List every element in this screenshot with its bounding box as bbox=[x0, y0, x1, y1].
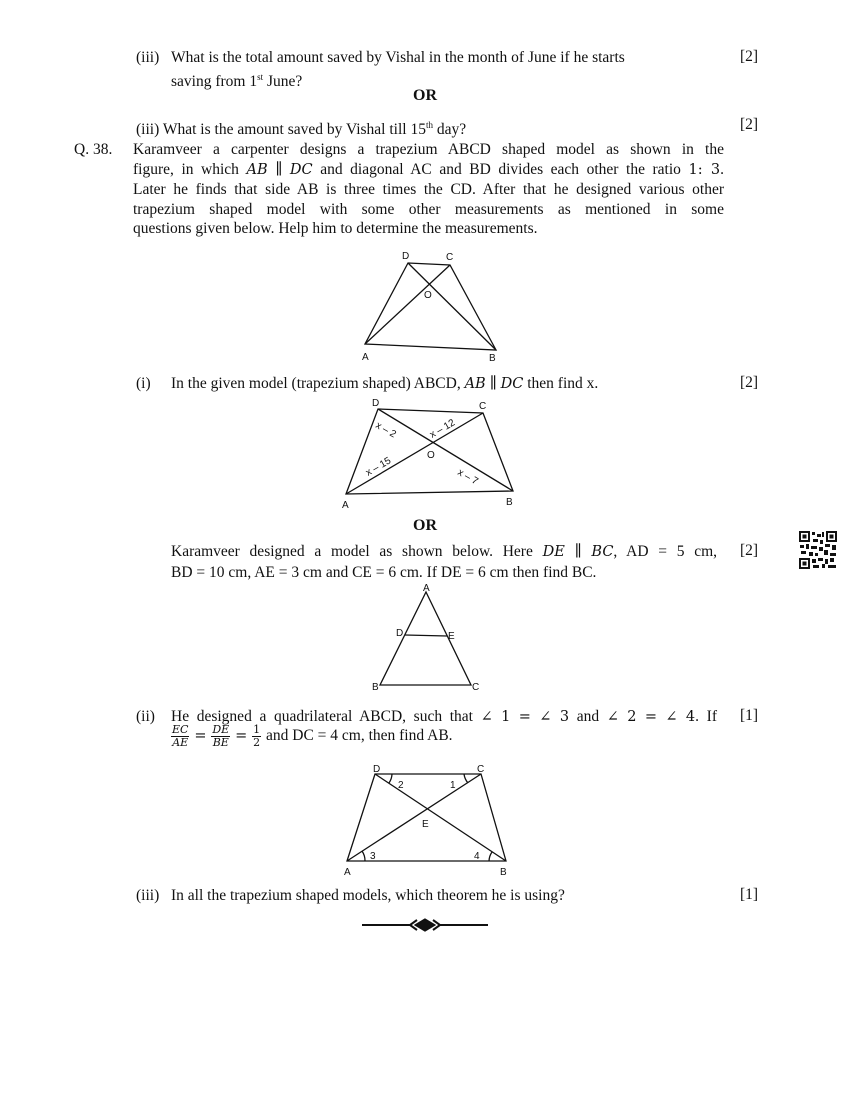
fig4-diagonal-ca bbox=[347, 774, 481, 861]
q38-part-ii-text: He designed a quadrilateral ABCD, such that ∠ 1 = ∠ 3 and ∠ 2 = ∠ 4. If bbox=[171, 708, 717, 725]
q38-part-iii-text: In all the trapezium shaped models, which theorem he is using? bbox=[171, 887, 565, 904]
fig1-trapezium-outline bbox=[365, 263, 496, 350]
q37-part-iii-marks: [2] bbox=[740, 48, 759, 65]
q38-part-i-marks: [2] bbox=[740, 374, 759, 391]
fig4-angle-3: 3 bbox=[370, 851, 376, 862]
fig1-label-c: C bbox=[446, 252, 454, 263]
fig2-label-c: C bbox=[479, 401, 487, 412]
fig4-arc-angle-3 bbox=[362, 851, 365, 861]
fraction-de-be: $\frac{DE}{BE}$ bbox=[212, 723, 230, 749]
fig3-segment-de bbox=[405, 635, 447, 636]
q38-intro: Karamveer a carpenter designs a trapezium ABCD shaped model as shown in the figure, in which AB ∥ DC and diagonal AC and BD divides each other the ratio 1: 3. Later he finds that side AB is three times the CD. After that he designed various other trapezium shaped model with some other measurements as mentioned in some questions given below. Help him to determine the measurements. bbox=[133, 141, 724, 237]
fig4-arc-angle-4 bbox=[489, 852, 492, 861]
fig4-arc-angle-1 bbox=[464, 774, 468, 783]
fig3-label-a: A bbox=[423, 583, 430, 594]
fig1-label-b: B bbox=[489, 353, 496, 364]
fig4-label-b: B bbox=[500, 867, 507, 878]
q38-part-ii-label: (ii) bbox=[136, 708, 155, 725]
fig3-label-b: B bbox=[372, 682, 379, 693]
fig4-trapezium-outline bbox=[347, 774, 506, 861]
fig4-angle-2: 2 bbox=[398, 780, 404, 791]
q37-alt-line: (iii) What is the amount saved by Vishal till 15th day? bbox=[136, 120, 467, 139]
fig4-label-e: E bbox=[422, 819, 429, 830]
q37-part-iii-line2: saving from 1st June? bbox=[171, 72, 303, 91]
fig4-arc-angle-2 bbox=[389, 774, 392, 783]
fig1-label-o: O bbox=[424, 290, 432, 301]
fig2-label-a: A bbox=[342, 500, 349, 511]
fig2-seg-ao: x – 15 bbox=[364, 455, 394, 479]
fig3-label-d: D bbox=[396, 628, 404, 639]
q38-part-i-label: (i) bbox=[136, 375, 151, 392]
fig2-label-b: B bbox=[506, 497, 513, 508]
figure-quadrilateral-angles bbox=[340, 762, 515, 880]
fig4-label-d: D bbox=[373, 764, 381, 775]
or-divider-1: OR bbox=[413, 87, 437, 104]
q38-part-iii-marks: [1] bbox=[740, 886, 759, 903]
fig3-label-c: C bbox=[472, 682, 480, 693]
fig4-angle-4: 4 bbox=[474, 851, 480, 862]
qr-code bbox=[799, 531, 837, 569]
fig4-label-c: C bbox=[477, 764, 485, 775]
fig2-seg-ob: x – 7 bbox=[455, 467, 480, 488]
fig4-diagonal-db bbox=[375, 774, 506, 861]
fig1-label-a: A bbox=[362, 352, 369, 363]
q38-part-ii-marks: [1] bbox=[740, 707, 759, 724]
figure-triangle-ade bbox=[368, 584, 488, 694]
figure-trapezium-abcd bbox=[355, 248, 505, 366]
fig1-label-d: D bbox=[402, 251, 410, 262]
fig1-diagonal-db bbox=[408, 263, 496, 350]
q38-part-i-text: In the given model (trapezium shaped) ABCD, AB ∥ DC then find x. bbox=[171, 375, 599, 392]
q37-alt-marks: [2] bbox=[740, 116, 759, 133]
ornamental-divider bbox=[362, 917, 488, 933]
q38-part-ii-fractions: $\frac{EC}{AE}$ = $\frac{DE}{BE}$ = $\frac{1}{2}$ and DC = 4 cm, then find AB. bbox=[172, 723, 453, 749]
or-divider-2: OR bbox=[413, 517, 437, 534]
q37-part-iii-label: (iii) bbox=[136, 49, 160, 66]
fig2-label-d: D bbox=[372, 398, 380, 409]
fig2-diagonal-ca bbox=[346, 413, 483, 494]
fig4-label-a: A bbox=[344, 867, 351, 878]
figure-trapezium-x bbox=[338, 396, 523, 514]
q38-alt-i-text: Karamveer designed a model as shown below. Here DE ∥ BC, AD = 5 cm, BD = 10 cm, AE = 3 cm and CE = 6 cm. If DE = 6 cm then find BC. bbox=[171, 543, 718, 581]
fig2-label-o: O bbox=[427, 450, 435, 461]
fig3-triangle-outline bbox=[380, 592, 471, 685]
fig4-angle-1: 1 bbox=[450, 780, 456, 791]
q38-part-iii-label: (iii) bbox=[136, 887, 160, 904]
fig1-diagonal-ca bbox=[365, 265, 450, 344]
equals-sign-2: = bbox=[235, 728, 248, 745]
fraction-ec-ae: $\frac{EC}{AE}$ bbox=[172, 723, 189, 749]
q38-number: Q. 38. bbox=[74, 141, 113, 158]
q38-alt-i-marks: [2] bbox=[740, 542, 759, 559]
fig2-seg-oc: x – 12 bbox=[428, 417, 458, 441]
fig2-seg-do: x – 2 bbox=[373, 420, 398, 441]
q37-part-iii-line1: What is the total amount saved by Vishal in the month of June if he starts bbox=[171, 49, 625, 66]
fig3-label-e: E bbox=[448, 631, 455, 642]
fraction-one-half: $\frac{1}{2}$ bbox=[253, 723, 261, 749]
